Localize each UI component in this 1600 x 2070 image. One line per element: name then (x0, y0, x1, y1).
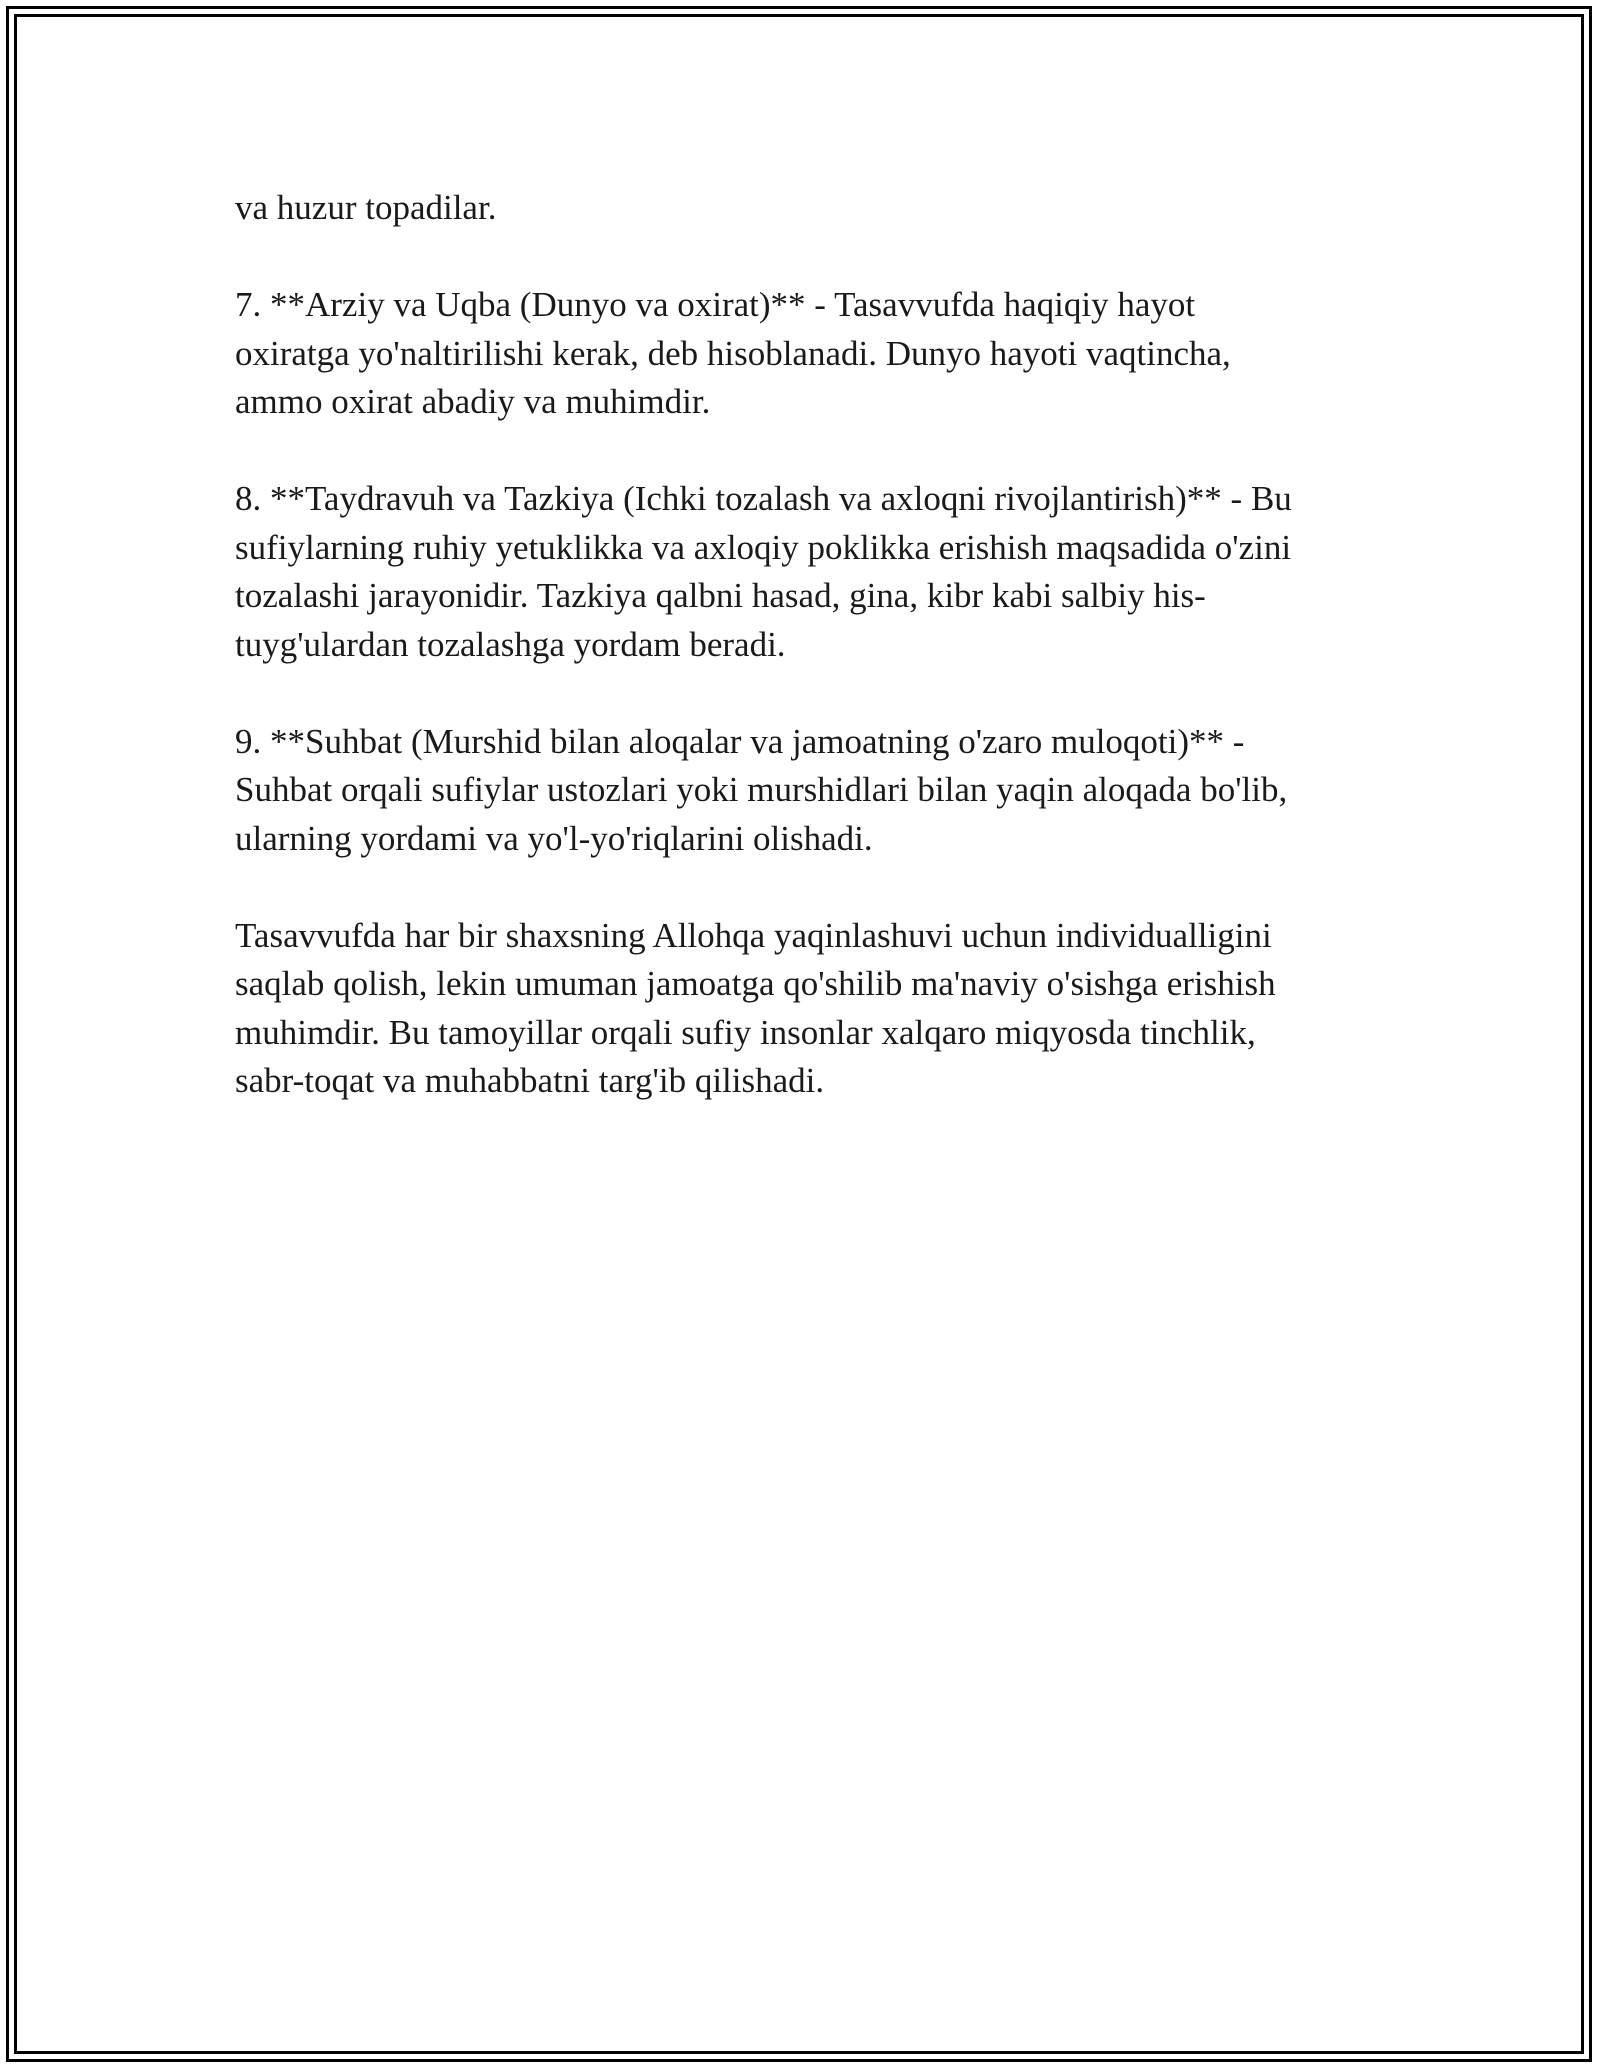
paragraph-continuation: va huzur topadilar. (235, 188, 497, 227)
paragraph-item-9: 9. **Suhbat (Murshid bilan aloqalar va jamoatning o'zaro muloqoti)** - Suhbat orqali sufiylar ustozlari yoki murshidlari bilan yaqin aloqada bo'lib, ularning yordami va yo'l-yo'riqlarini olishadi. (235, 721, 1288, 858)
paragraph-item-7: 7. **Arziy va Uqba (Dunyo va oxirat)** - Tasavvufda haqiqiy hayot oxiratga yo'naltirilishi kerak, deb hisoblanadi. Dunyo hayoti vaqtincha, ammo oxirat abadiy va muhimdir. (235, 285, 1231, 421)
paragraph-item-8: 8. **Taydravuh va Tazkiya (Ichki tozalash va axloqni rivojlantirish)** - Bu sufiylarning ruhiy yetuklikka va axloqiy poklikka erishish maqsadida o'zini tozalashi jarayonidir. Tazkiya qalbni hasad, gina, kibr kabi salbiy his- tuyg'ulardan tozalashga yordam beradi. (235, 479, 1292, 664)
paragraph-conclusion: Tasavvufda har bir shaxsning Allohqa yaqinlashuvi uchun individualligini saqlab qolish, lekin umuman jamoatga qo'shilib ma'naviy o'sishga erishish muhimdir. Bu tamoyillar orqali sufiy insonlar xalqaro miqyosda tinchlik, sabr-toqat va muhabbatni targ'ib qilishadi. (235, 915, 1276, 1100)
document-body (235, 184, 1365, 1154)
